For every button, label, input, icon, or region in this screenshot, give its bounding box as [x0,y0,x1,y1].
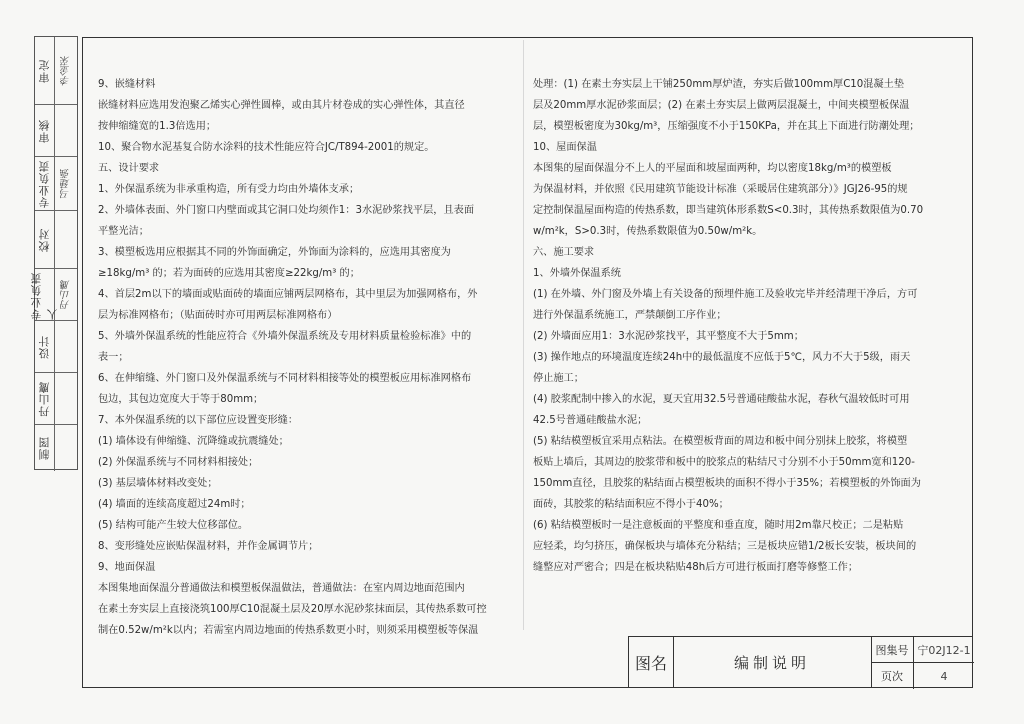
text-line: 处理：(1) 在素土夯实层上干铺250mm厚炉渣，夯实后做100mm厚C10混凝土垫 [533,79,905,90]
text-line: (5) 结构可能产生较大位移部位。 [98,520,249,531]
text-line: 2、外墙体表面、外门窗口内壁面或其它洞口处均须作1：3水泥砂浆找平层，且表面 [98,205,475,216]
text-line: 包边，其包边宽度大于等于80mm； [98,394,264,405]
strip-cell-signature [55,373,77,424]
text-line: 五、设计要求 [98,163,160,174]
strip-cell [29,269,77,321]
text-line: (6) 粘结模塑板时一是注意板面的平整度和垂直度，随时用2m靠尺校正；二是粘贴 [533,520,904,531]
text-line: (2) 外墙面应用1：3水泥砂浆找平，其平整度不大于5mm； [533,331,804,342]
text-line: 150mm直径，且胶浆的粘结面占模塑板块的面积不得小于35%；若模塑板的外饰面为 [533,478,921,489]
text-line: 表一； [98,352,129,363]
text-line: w/m²k，S>0.3时，传热系数限值为0.50w/m²k。 [533,226,763,237]
atlas-number-value: 宁02J12-1 [917,643,971,657]
strip-cell-signature [55,211,77,268]
text-line: (4) 墙面的连续高度超过24m时； [98,499,251,510]
strip-cell-signature: 李金荣 [60,55,72,86]
page-number-value: 4 [940,669,948,683]
text-line: 层及20mm厚水泥砂浆面层；(2) 在素土夯实层上做两层混凝土，中间夹模塑板保温 [533,100,910,111]
signature-strip [29,36,78,470]
left-column-text [98,74,516,641]
text-line: 9、地面保温 [98,562,156,573]
atlas-number-row [871,637,974,663]
text-line: 6、在伸缩缝、外门窗口及外保温系统与不同材料相接等处的模塑板应用标准网格布 [98,373,472,384]
strip-cell-label: 审定 [35,37,55,104]
text-line: (3) 操作地点的环境温度连续24h中的最低温度不应低于5℃，风力不大于5级，雨天 [533,352,911,363]
strip-cell-label: 审核 [35,105,55,156]
text-line: (1) 在外墙、外门窗及外墙上有关设备的预埋件施工及验收完毕并经清理干净后，方可 [533,289,918,300]
text-line: 按伸缩缝宽的1.3倍选用； [98,121,217,132]
text-line: ≥18kg/m³ 的；若为面砖的应选用其密度≥22kg/m³ 的； [98,268,360,279]
strip-cell-label: 设计 [35,321,55,372]
strip-cell [35,321,77,373]
text-line: 应轻柔，均匀挤压，确保板块与墙体充分粘结；三是板块应错1/2板长安装，板块间的 [533,541,917,552]
strip-cell [35,157,77,211]
strip-cell [35,211,77,269]
text-line: 停止施工； [533,373,584,384]
text-line: 嵌缝材料应选用发泡聚乙烯实心弹性圆棒，或由其片材卷成的实心弹性体，其直径 [98,100,465,111]
column-divider [523,40,524,630]
text-line: 10、屋面保温 [533,142,597,153]
strip-cell-label: 专业负责 [35,157,55,210]
text-line: 制在0.52w/m²k以内；若需室内周边地面的传热系数更小时，则须采用模塑板等保温 [98,625,479,636]
strip-cell-signature [55,105,77,156]
text-line: 42.5号普通硅酸盐水泥； [533,415,648,426]
strip-cell-signature: 马建强 [60,168,72,199]
text-line: (2) 外保温系统与不同材料相接处； [98,457,259,468]
text-line: (1) 墙体设有伸缩缝、沉降缝或抗震缝处； [98,436,289,447]
text-line: 平整光洁； [98,226,149,237]
strip-cell [35,105,77,157]
text-line: 板贴上墙后，其周边的胶浆带和板中的胶浆点的粘结尺寸分别不小于50mm宽和120- [533,457,915,468]
title-block [628,636,973,688]
text-line: (4) 胶浆配制中掺入的水泥，夏天宜用32.5号普通硅酸盐水泥，春秋气温较低时可用 [533,394,910,405]
drawing-title: 编制说明 [673,637,872,688]
strip-cell-signature [55,321,77,372]
strip-cell [35,37,77,105]
strip-cell-label: 校对 [35,211,55,268]
text-line: 3、模塑板选用应根据其不同的外饰面确定，外饰面为涂料的，应选用其密度为 [98,247,451,258]
page-number-row [871,663,974,689]
text-line: 10、聚合物水泥基复合防水涂料的技术性能应符合JC/T894-2001的规定。 [98,142,435,153]
strip-cell-label: 制图 [35,425,55,471]
text-line: (3) 基层墙体材料改变处； [98,478,218,489]
text-line: 9、嵌缝材料 [98,79,156,90]
text-line: 1、外墙外保温系统 [533,268,621,279]
text-line: 缝整应对严密合；四是在板块粘贴48h后方可进行板面打磨等修整工作； [533,562,859,573]
text-line: 8、变形缝处应嵌贴保温材料，并作金属调节片； [98,541,319,552]
strip-cell-label: 丹山鹰 [35,373,55,424]
text-line: 本图集地面保温分普通做法和模塑板保温做法，普通做法：在室内周边地面范围内 [98,583,465,594]
text-line: 定控制保温屋面构造的传热系数，即当建筑体形系数S<0.3时，其传热系数限值为0.70 [533,205,924,216]
right-column-text [533,74,965,578]
text-line: 六、施工要求 [533,247,595,258]
text-line: 为保温材料，并依照《民用建筑节能设计标准（采暖居住建筑部分）》JGJ26-95的规 [533,184,908,195]
text-line: 7、本外保温系统的以下部位应设置变形缝： [98,415,299,426]
text-line: 面砖，其胶浆的粘结面积应不得小于40%； [533,499,729,510]
page-number-key: 页次 [871,663,914,689]
text-line: (5) 粘结模塑板宜采用点粘法。在模塑板背面的周边和板中间分别抹上胶浆，将模塑 [533,436,908,447]
strip-cell-label: 专业负责人 [35,269,55,320]
text-line: 层为标准网格布；（贴面砖时亦可用两层标准网格布） [98,310,338,321]
text-line: 进行外保温系统施工，严禁颠倒工序作业； [533,310,727,321]
strip-cell [35,373,77,425]
text-line: 层，模塑板密度为30kg/m³，压缩强度不小于150KPa，并在其上下面进行防潮处理； [533,121,920,132]
text-line: 在素土夯实层上直接浇筑100厚C10混凝土层及20厚水泥砂浆抹面层，其传热系数可控 [98,604,487,615]
title-block-label: 图名 [629,637,674,688]
text-line: 1、外保温系统为非承重构造，所有受力均由外墙体支承； [98,184,360,195]
strip-cell-signature: 丹山鹰 [60,279,72,310]
atlas-number-key: 图集号 [871,637,914,662]
text-line: 4、首层2m以下的墙面或贴面砖的墙面应铺两层网格布，其中里层为加强网格布，外 [98,289,478,300]
text-line: 本图集的屋面保温分不上人的平屋面和坡屋面两种，均以密度18kg/m³的模塑板 [533,163,892,174]
text-line: 5、外墙外保温系统的性能应符合《外墙外保温系统及专用材料质量检验标准》中的 [98,331,472,342]
strip-cell-signature [55,425,77,471]
strip-cell [35,425,77,471]
